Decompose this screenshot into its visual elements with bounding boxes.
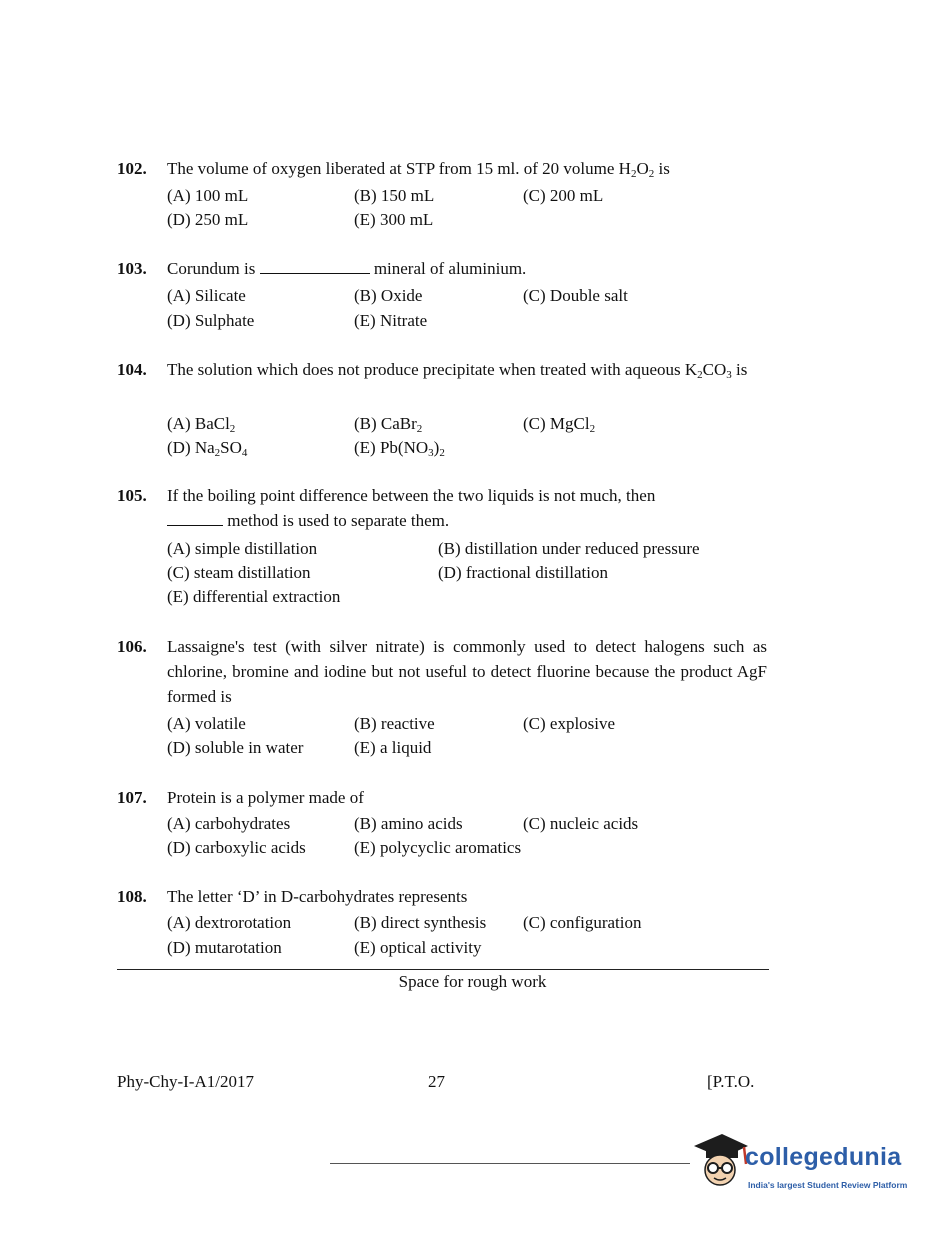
option-c: (C) MgCl$_2$ [523,414,596,435]
divider [117,969,769,970]
option-a: (A) Silicate [167,286,246,305]
option-c: (C) Double salt [523,286,628,305]
question-text: Protein is a polymer made of [167,788,364,807]
option-e: (E) 300 mL [354,210,434,229]
question-text: The volume of oxygen liberated at STP from 15 ml. of 20 volume $H_2O_2$ is [167,159,670,180]
option-d: (D) 250 mL [167,210,249,229]
option-e: (E) a liquid [354,738,432,757]
pto-label: [P.T.O. [707,1072,755,1091]
question-102 [117,156,767,181]
option-a: (A) BaCl$_2$ [167,414,236,435]
question-text: If the boiling point difference between the two liquids is not much, then method is used to separate them. [167,486,656,530]
answer-blank [167,511,223,526]
question-104 [117,357,767,382]
paper-code: Phy-Chy-I-A1/2017 [117,1072,254,1091]
option-c: (C) 200 mL [523,186,604,205]
question-108 [117,884,767,909]
option-e: (E) polycyclic aromatics [354,838,522,857]
option-e: (E) Nitrate [354,311,428,330]
watermark-line [330,1163,690,1164]
option-c: (C) configuration [523,913,642,932]
option-c: (C) explosive [523,714,616,733]
option-b: (B) 150 mL [354,186,435,205]
question-number: 104. [117,360,147,379]
option-a: (A) volatile [167,714,246,733]
option-c: (C) nucleic acids [523,814,639,833]
question-107 [117,785,767,810]
question-number: 103. [117,259,147,278]
option-d: (D) Sulphate [167,311,255,330]
option-e: (E) differential extraction [167,587,341,606]
option-b: (B) reactive [354,714,435,733]
option-e: (E) optical activity [354,938,482,957]
question-number: 107. [117,788,147,807]
option-d: (D) $Na_2SO_4$ [167,438,248,459]
question-103 [117,256,767,281]
question-number: 102. [117,159,147,178]
question-number: 108. [117,887,147,906]
option-d: (D) mutarotation [167,938,282,957]
rough-work-label: Space for rough work [398,972,547,991]
option-d: (D) fractional distillation [438,563,608,582]
option-a: (A) simple distillation [167,539,318,558]
option-c: (C) steam distillation [167,563,311,582]
page-number: 27 [428,1072,445,1091]
option-b: (B) distillation under reduced pressure [438,539,700,558]
answer-blank [260,259,370,274]
option-e: (E) $Pb(NO_3)_2$ [354,438,445,459]
question-number: 105. [117,486,147,505]
option-b: (B) amino acids [354,814,463,833]
question-105 [117,483,767,533]
option-b: (B) Oxide [354,286,423,305]
option-b: (B) CaBr$_2$ [354,414,423,435]
watermark-tagline: India's largest Student Review Platform [748,1180,908,1190]
option-a: (A) dextrorotation [167,913,292,932]
option-d: (D) soluble in water [167,738,304,757]
question-text: The solution which does not produce precipitate when treated with aqueous $K_2CO_3$ is [167,360,748,381]
option-d: (D) carboxylic acids [167,838,306,857]
question-106 [117,634,767,709]
option-b: (B) direct synthesis [354,913,487,932]
question-text: The letter ‘D’ in D-carbohydrates represents [167,887,468,906]
question-number: 106. [117,637,147,656]
option-a: (A) 100 mL [167,186,249,205]
watermark-brand: collegedunia [745,1143,902,1171]
question-text: Lassaigne's test (with silver nitrate) is commonly used to detect halogens such as chlorine, bromine and iodine but not useful to detect fluorine because the product AgF formed is [167,637,767,706]
question-text: Corundum is mineral of aluminium. [167,259,527,278]
option-a: (A) carbohydrates [167,814,291,833]
